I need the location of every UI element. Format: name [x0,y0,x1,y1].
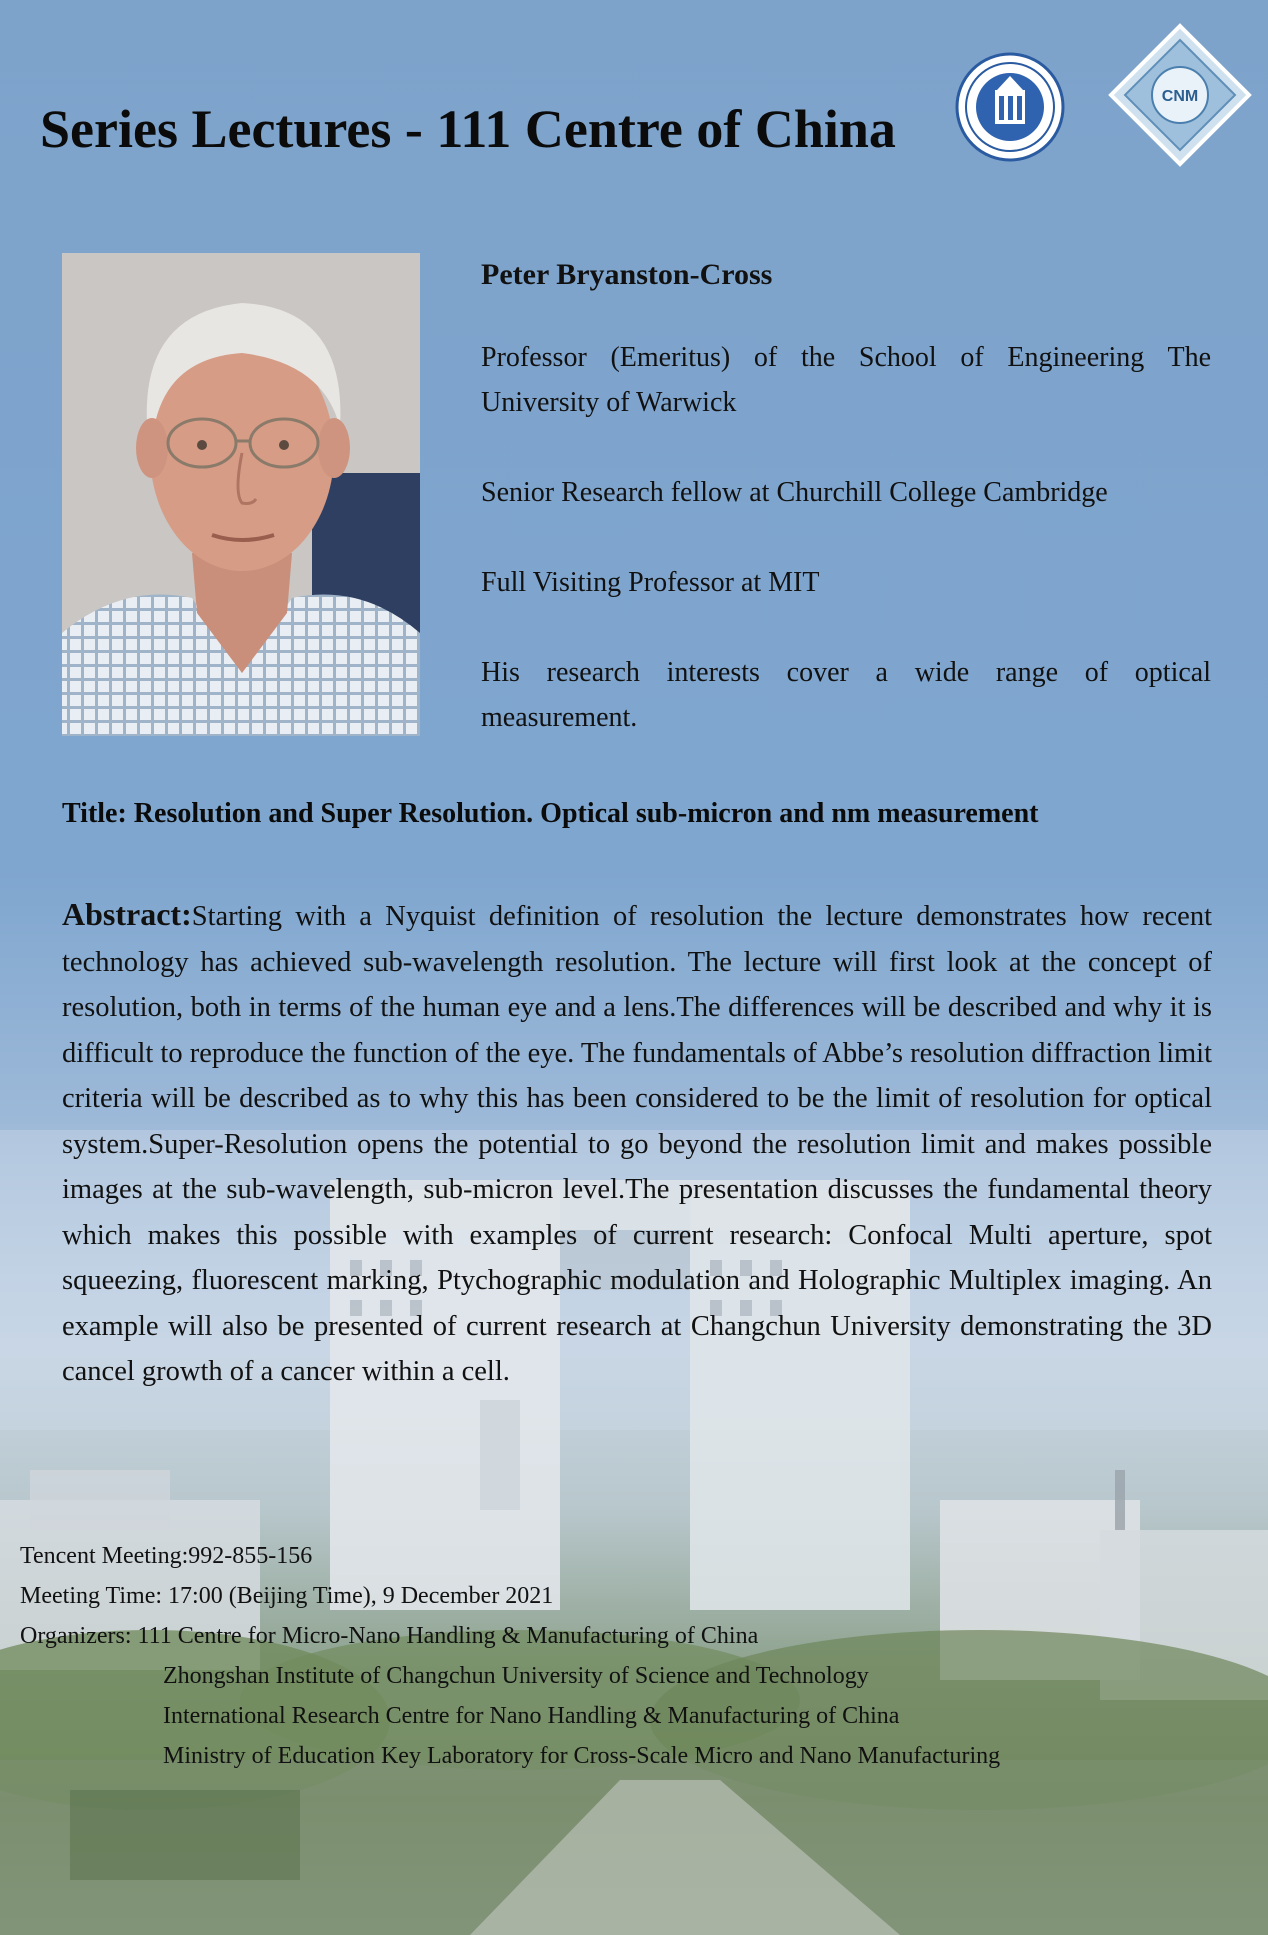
organizer-item: International Research Centre for Nano Handling & Manufacturing of China [163,1703,900,1729]
abstract-label: Abstract: [62,896,192,932]
bio-line: His research interests cover a wide range of optical measurement. [481,657,1211,733]
bio-line: Senior Research fellow at Churchill College Cambridge [481,477,1108,508]
meeting-info [20,1536,1220,1776]
organizer-item: Zhongshan Institute of Changchun University of Science and Technology [163,1663,869,1689]
abstract-text: Starting with a Nyquist definition of resolution the lecture demonstrates how recent technology has achieved sub-wavelength resolution. The lecture will first look at the concept of resolution, both in terms of the human eye and a lens.The differences will be described and why it is difficult to reproduce the function of the eye. The fundamentals of Abbe’s resolution diffraction limit criteria will be described as to why this has been considered to be the limit of resolution for optical system.Super-Resolution opens the potential to go beyond the resolution limit and makes possible images at the sub-wavelength, sub-micron level.The presentation discusses the fundamental theory which makes this possible with examples of current research: Confocal Multi aperture, spot squeezing, fluorescent marking, Ptychographic modulation and Holographic Multiplex imaging. An example will also be presented of current research at Changchun University demonstrating the 3D cancel growth of a cancer within a cell. [62,901,1212,1387]
cnm-diamond-logo-icon [1105,20,1255,170]
organizer-item: Ministry of Education Key Laboratory for Cross-Scale Micro and Nano Manufacturing [163,1743,1001,1769]
bio-line: Full Visiting Professor at MIT [481,567,820,598]
speaker-portrait [62,253,420,736]
organizers-line: Organizers: 111 Centre for Micro-Nano Handling & Manufacturing of China [20,1623,759,1649]
tencent-meeting-id: Tencent Meeting:992-855-156 [20,1543,313,1569]
speaker-name: Peter Bryanston-Cross [481,258,773,291]
bio-line: Professor (Emeritus) of the School of Engineering The University of Warwick [481,342,1211,418]
abstract [62,892,1212,1395]
page-title: Series Lectures - 111 Centre of China [40,99,896,160]
university-seal-icon [955,52,1065,162]
speaker-bio [481,252,1211,785]
lecture-title: Title: Resolution and Super Resolution. Optical sub-micron and nm measurement [62,798,1039,829]
cnm-logo-text: CNM [1161,88,1199,105]
meeting-time: Meeting Time: 17:00 (Beijing Time), 9 December 2021 [20,1583,554,1609]
